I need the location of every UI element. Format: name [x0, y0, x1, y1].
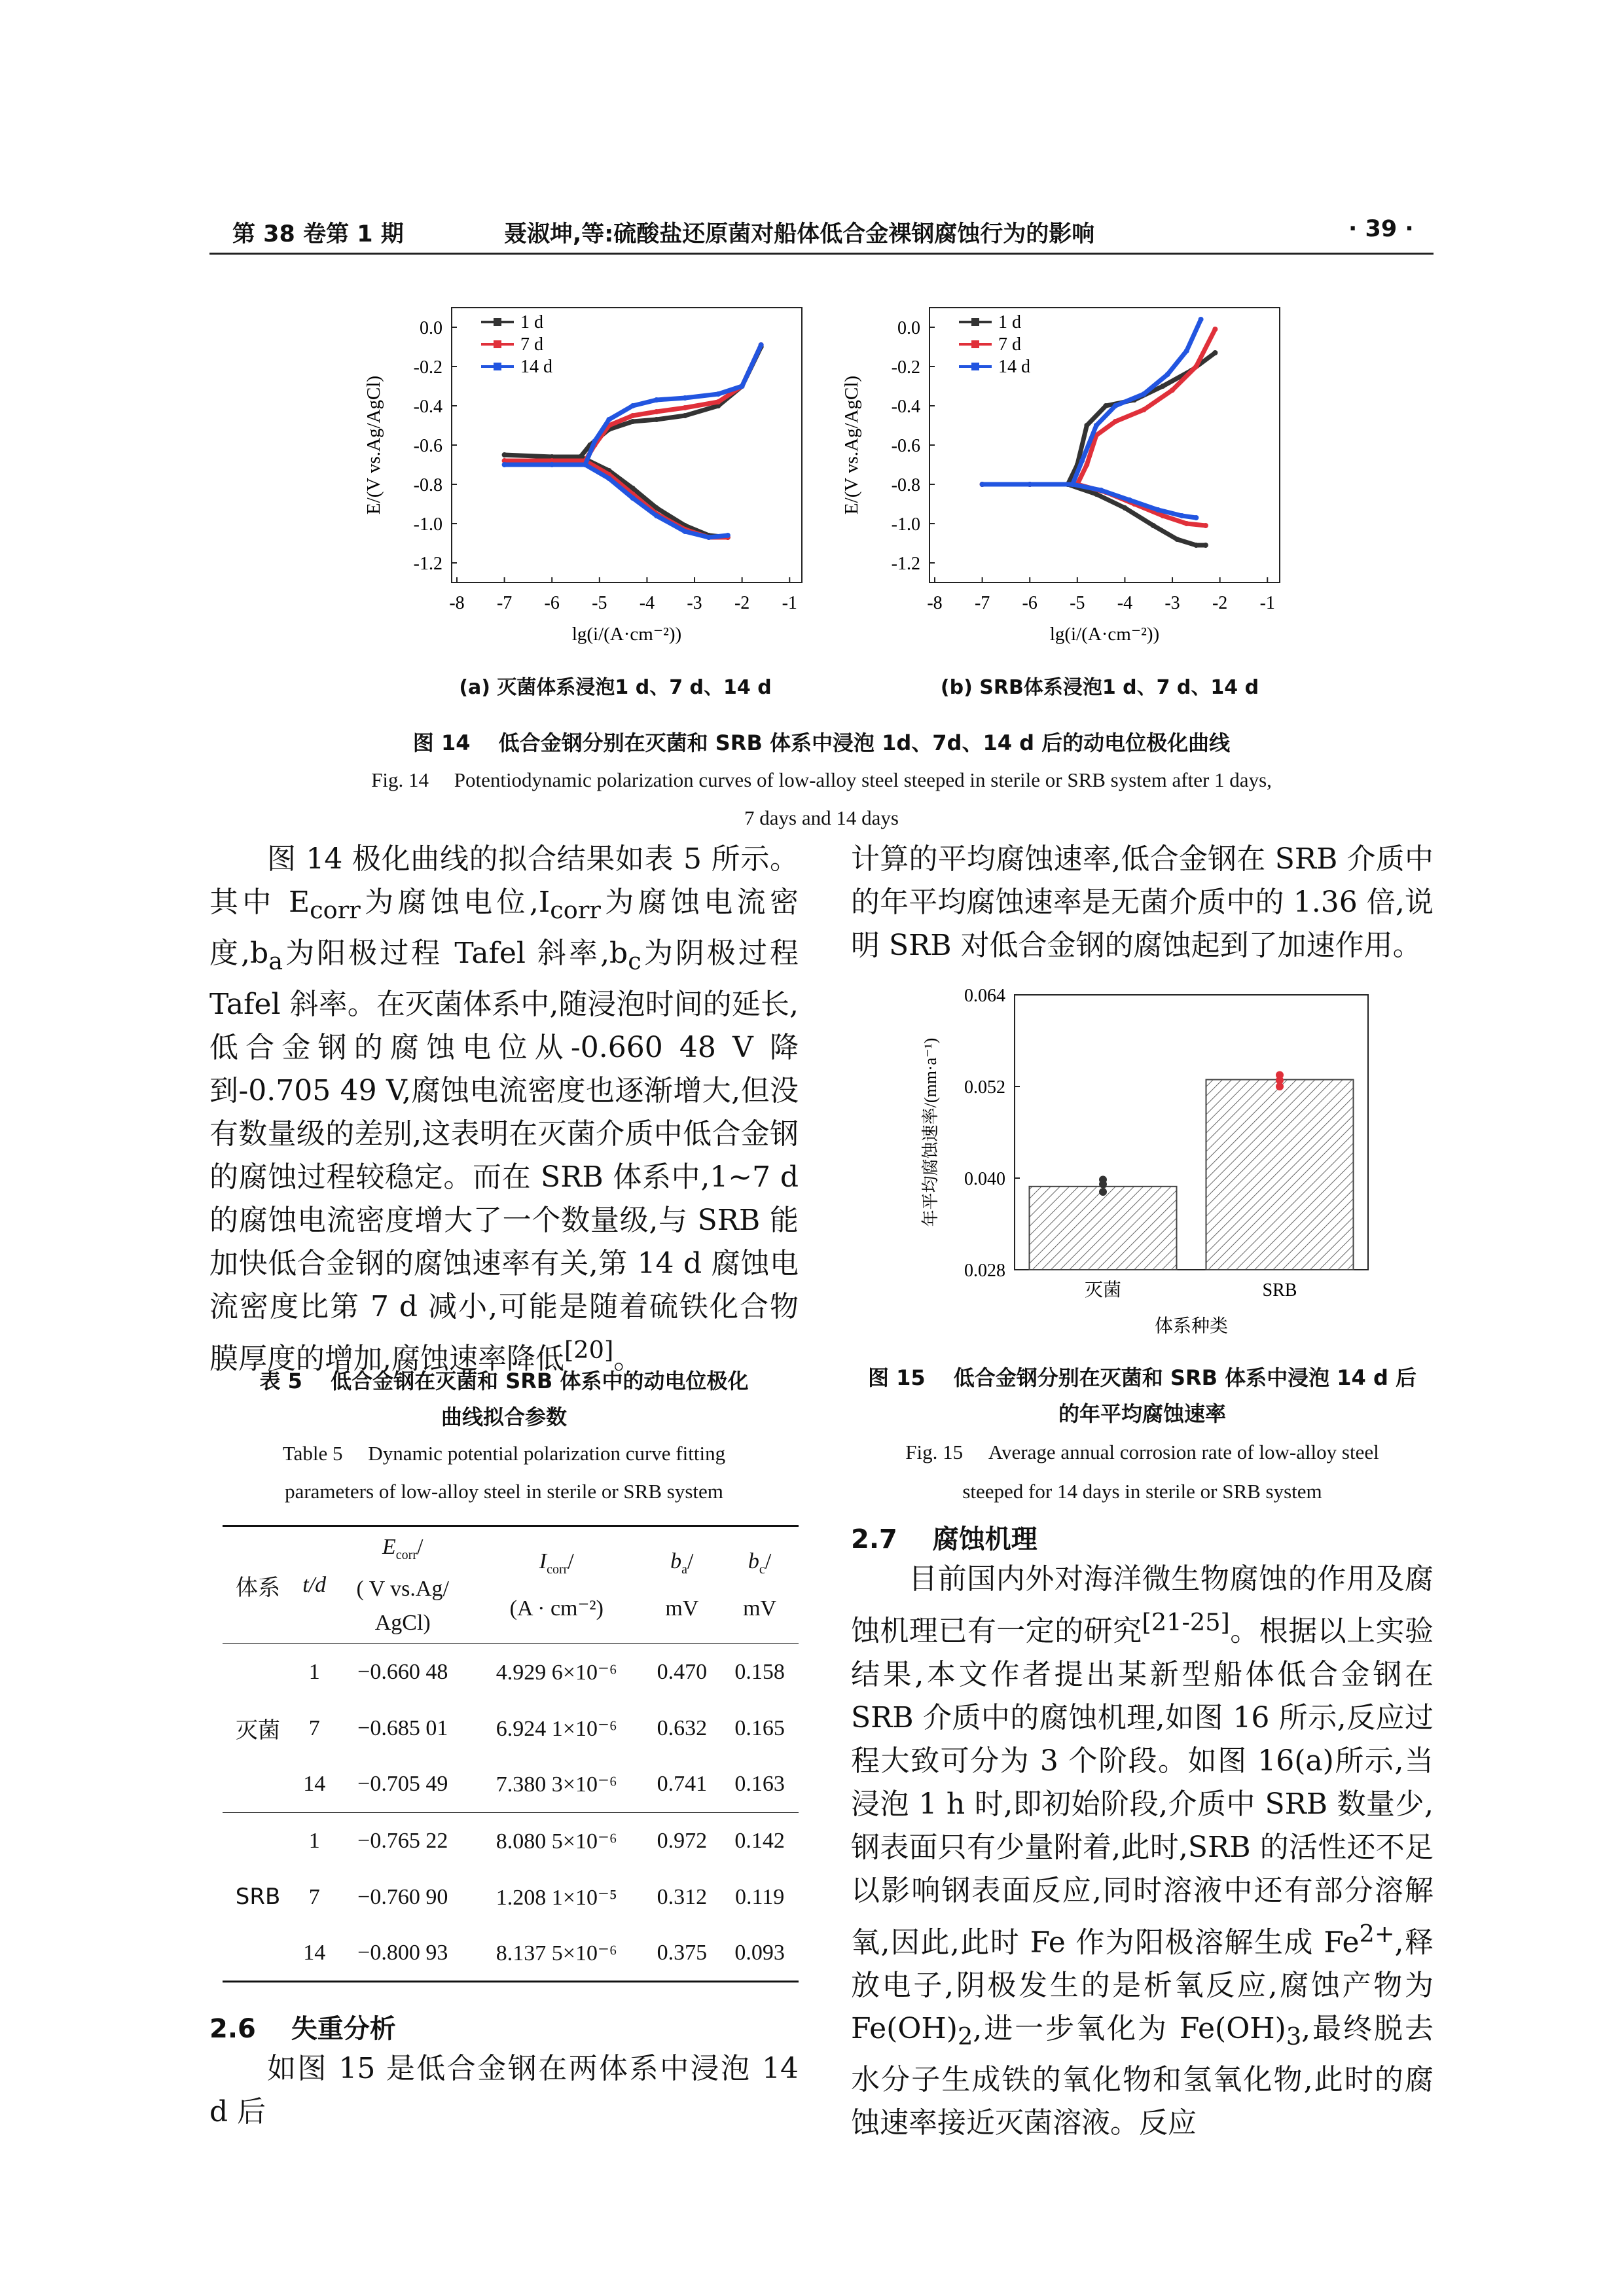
figure-14-panels — [353, 288, 1309, 707]
figure-14a-label: (a) 灭菌体系浸泡1 d、7 d、14 d — [459, 676, 772, 699]
x-tick-label: SRB — [1262, 1280, 1297, 1300]
table-cell-bc: 0.119 — [734, 1884, 785, 1909]
table-5-body — [223, 1644, 799, 1982]
figure-14-caption-cn: 图 14 低合金钢分别在灭菌和 SRB 体系中浸泡 1d、7d、14 d 后的动电位极化曲线 — [412, 730, 1231, 755]
y-tick-label: -1.0 — [891, 514, 920, 535]
x-tick-label: -6 — [544, 593, 560, 613]
table-cell-ba: 0.312 — [657, 1884, 708, 1909]
data-point — [654, 409, 659, 414]
data-point — [980, 482, 985, 487]
legend-marker — [494, 318, 501, 326]
data-point — [1203, 543, 1208, 548]
paragraph-left-2 — [209, 2047, 799, 2134]
data-point — [683, 405, 688, 410]
table-cell-icorr: 7.380 3×10⁻⁶ — [496, 1772, 617, 1797]
paragraph-right-2 — [851, 1558, 1434, 2145]
data-point — [630, 403, 636, 408]
th-icorr: $I_{corr}/$ (A · cm⁻²) — [509, 1549, 604, 1621]
th-t: t/d — [302, 1573, 327, 1597]
data-point — [1155, 507, 1161, 512]
data-point — [630, 413, 636, 418]
data-point — [1141, 391, 1146, 397]
figure-15-chart — [903, 982, 1427, 1361]
series-line-7d-1 — [585, 461, 728, 537]
data-point — [1084, 423, 1089, 428]
data-point — [1170, 387, 1175, 393]
data-point — [1094, 423, 1099, 428]
data-point — [715, 391, 721, 397]
legend-marker — [494, 340, 501, 348]
data-point — [630, 419, 636, 424]
plot-frame-a — [452, 308, 802, 583]
data-point — [583, 462, 588, 467]
data-point — [1122, 505, 1127, 511]
legend-marker — [971, 340, 979, 348]
data-point — [1141, 407, 1146, 412]
table-5 — [223, 1525, 799, 1982]
y-tick-label: 0.052 — [964, 1077, 1005, 1098]
y-tick-label: -1.2 — [891, 554, 920, 574]
y-tick-label: 0.040 — [964, 1169, 1005, 1189]
table-row — [223, 1869, 799, 1926]
data-point — [1203, 523, 1208, 528]
table-5-header-row — [223, 1526, 799, 1644]
y-tick-label: -1.2 — [413, 554, 442, 574]
data-point — [654, 397, 659, 403]
section-2-7-heading: 2.7 腐蚀机理 — [851, 1524, 1038, 1554]
data-point — [725, 533, 731, 538]
y-axis-label: 年平均腐蚀速率/(mm·a⁻¹) — [921, 1037, 940, 1227]
data-point — [715, 399, 721, 404]
figure-15-caption-cn-2: 的年平均腐蚀速率 — [1058, 1401, 1226, 1426]
legend-label: 14 d — [520, 357, 552, 377]
table-5-caption-cn-1: 表 5 低合金钢在灭菌和 SRB 体系中的动电位极化 — [259, 1369, 749, 1393]
data-point — [1070, 482, 1075, 487]
figure-15-caption-en-2: steeped for 14 days in sterile or SRB system — [962, 1480, 1322, 1503]
table-row — [223, 1813, 799, 1869]
x-tick-label: -8 — [927, 593, 943, 613]
legend-marker — [971, 318, 979, 326]
legend-label: 1 d — [520, 312, 543, 332]
data-point — [1079, 458, 1085, 463]
data-point — [1084, 462, 1089, 467]
table-cell-bc: 0.093 — [734, 1940, 785, 1965]
y-axis-label: E/(V vs.Ag/AgCl) — [363, 375, 384, 515]
x-tick-label: -1 — [782, 593, 797, 613]
data-point — [1098, 488, 1104, 493]
data-point — [1193, 364, 1199, 369]
y-tick-label: 0.028 — [964, 1261, 1005, 1281]
data-point — [1193, 543, 1199, 548]
table-cell-t: 7 — [308, 1715, 320, 1740]
x-tick-label: -5 — [592, 593, 607, 613]
table-row — [223, 1926, 799, 1982]
running-title: 聂淑坤,等:硫酸盐还原菌对船体低合金裸钢腐蚀行为的影响 — [504, 221, 1095, 247]
data-point — [1127, 497, 1132, 503]
table-cell-ba: 0.741 — [657, 1772, 708, 1797]
th-ba: $b_a/$ mV — [665, 1549, 699, 1621]
series-line-14d-1 — [585, 465, 728, 537]
x-tick-label: -2 — [1212, 593, 1228, 613]
table-cell-ecorr: −0.705 49 — [357, 1772, 448, 1797]
table-5-caption-en-2: parameters of low-alloy steel in sterile or SRB system — [285, 1480, 723, 1503]
table-cell-icorr: 1.208 1×10⁻⁵ — [496, 1885, 617, 1910]
y-tick-label: -0.4 — [891, 397, 920, 417]
table-cell-t: 14 — [303, 1940, 326, 1965]
data-point — [759, 342, 764, 348]
figure-14-caption-en-1: Fig. 14 Potentiodynamic polarization curves of low-alloy steel steeped in sterile or SRB system after 1 days, — [371, 768, 1272, 791]
table-cell-icorr: 4.929 6×10⁻⁶ — [496, 1660, 617, 1685]
paragraph-right-2-text: 目前国内外对海洋微生物腐蚀的作用及腐蚀机理已有一定的研究[21-25]。根据以上实验结果,本文作者提出某新型船体低合金钢在 SRB 介质中的腐蚀机理,如图 16 所示,反应过程大致可分为 3 个阶段。如图 16(a)所示,当浸泡 1 h 时,即初始阶段,介质中 SRB 数量少,钢表面只有少量附着,此时,SRB 的活性还不足以影响钢表面反应,同时溶液中还有部分溶解氧,因此,此时 Fe 作为阳极溶解生成 $Fe^{2+}$,释放电子,阴极发生的是析氧反应,腐蚀产物为 $Fe(OH)_2$,进一步氧化为 $Fe(OH)_3$,最终脱去水分子生成铁的氧化物和氢氧化物,此时的腐蚀速率接近灭菌溶液。反应 — [851, 1562, 1434, 2140]
table-cell-ecorr: −0.765 22 — [357, 1828, 448, 1853]
y-tick-label: -1.0 — [413, 514, 442, 535]
y-tick-label: -0.6 — [413, 436, 442, 456]
figure-15-caption-en-1: Fig. 15 Average annual corrosion rate of low-alloy steel — [905, 1441, 1379, 1463]
data-point — [1212, 350, 1218, 355]
data-point — [1103, 403, 1108, 408]
table-cell-icorr: 8.080 5×10⁻⁶ — [496, 1829, 617, 1854]
x-tick-label: -7 — [974, 593, 990, 613]
data-point — [502, 452, 507, 457]
y-tick-label: 0.064 — [964, 986, 1005, 1006]
y-tick-label: -0.6 — [891, 436, 920, 456]
data-point — [606, 476, 611, 481]
y-tick-label: -0.4 — [413, 397, 442, 417]
paragraph-left-1 — [209, 838, 799, 1380]
x-tick-label: -3 — [687, 593, 702, 613]
figure-14-caption-en-2: 7 days and 14 days — [744, 806, 899, 829]
page-number: · 39 · — [1348, 216, 1414, 242]
data-point — [1113, 419, 1118, 424]
legend-marker — [971, 363, 979, 370]
data-point — [502, 462, 507, 467]
table-cell-system: SRB — [235, 1884, 281, 1910]
data-point — [630, 495, 636, 501]
legend-label: 14 d — [998, 357, 1030, 377]
table-row — [223, 1757, 799, 1813]
table-cell-bc: 0.163 — [734, 1772, 785, 1797]
data-point — [1184, 521, 1189, 526]
data-point — [606, 417, 611, 422]
data-point — [1151, 523, 1156, 528]
table-cell-t: 14 — [303, 1772, 326, 1797]
data-point — [654, 513, 659, 518]
y-tick-label: 0.0 — [420, 318, 442, 338]
plot-frame-b — [929, 308, 1280, 583]
data-point — [1174, 537, 1180, 542]
data-point — [683, 395, 688, 401]
table-row — [223, 1700, 799, 1757]
x-tick-label: -8 — [449, 593, 465, 613]
x-tick-label: -4 — [639, 593, 655, 613]
data-point — [592, 439, 598, 444]
y-tick-label: -0.8 — [413, 475, 442, 495]
data-point — [1161, 384, 1166, 389]
table-cell-system: 灭菌 — [236, 1717, 281, 1744]
x-tick-label: -1 — [1259, 593, 1275, 613]
table-cell-bc: 0.165 — [734, 1715, 785, 1740]
table-cell-ecorr: −0.800 93 — [357, 1940, 448, 1965]
y-tick-label: 0.0 — [897, 318, 920, 338]
table-cell-ba: 0.632 — [657, 1715, 708, 1740]
data-point — [1165, 372, 1170, 377]
paragraph-right-1 — [851, 838, 1434, 967]
table-cell-icorr: 6.924 1×10⁻⁶ — [496, 1716, 617, 1741]
data-point — [1184, 348, 1189, 353]
x-tick-label: 灭菌 — [1084, 1280, 1122, 1300]
table-cell-ba: 0.375 — [657, 1940, 708, 1965]
data-point — [683, 529, 688, 534]
header-rule — [209, 253, 1434, 255]
data-point — [1027, 482, 1032, 487]
x-tick-label: -2 — [734, 593, 750, 613]
data-point — [683, 413, 688, 418]
figure-14b-label: (b) SRB体系浸泡1 d、7 d、14 d — [940, 676, 1259, 699]
section-2-6-heading: 2.6 失重分析 — [209, 2014, 396, 2044]
table-5-caption-en-1: Table 5 Dynamic potential polarization curve fitting — [282, 1442, 726, 1465]
table-cell-icorr: 8.137 5×10⁻⁶ — [496, 1941, 617, 1965]
table-cell-bc: 0.142 — [734, 1828, 785, 1853]
paragraph-left-2-text: 如图 15 是低合金钢在两体系中浸泡 14 d 后 — [209, 2052, 799, 2128]
figure-15-caption-cn-1: 图 15 低合金钢分别在灭菌和 SRB 体系中浸泡 14 d 后 — [867, 1365, 1417, 1390]
table-cell-ba: 0.470 — [657, 1659, 708, 1684]
th-ecorr: $E_{corr}/$ ( V vs.Ag/ AgCl) — [356, 1535, 449, 1635]
legend-label: 1 d — [998, 312, 1021, 332]
x-tick-label: -6 — [1022, 593, 1038, 613]
y-tick-label: -0.8 — [891, 475, 920, 495]
x-tick-label: -3 — [1164, 593, 1180, 613]
x-tick-label: -5 — [1070, 593, 1085, 613]
data-point — [654, 417, 659, 422]
data-point — [1212, 327, 1218, 332]
table-row — [223, 1644, 799, 1700]
paragraph-right-1-text: 计算的平均腐蚀速率,低合金钢在 SRB 介质中的年平均腐蚀速率是无菌介质中的 1.36 倍,说明 SRB 对低合金钢的腐蚀起到了加速作用。 — [851, 842, 1434, 962]
data-point — [1161, 513, 1166, 518]
legend-label: 7 d — [520, 334, 543, 355]
bar-1 — [1206, 1080, 1354, 1270]
data-point — [549, 462, 554, 467]
table-cell-ecorr: −0.660 48 — [357, 1659, 448, 1684]
th-system: 体系 — [236, 1574, 281, 1601]
data-point — [1113, 403, 1118, 408]
table-cell-t: 1 — [308, 1828, 320, 1853]
table-cell-t: 7 — [308, 1884, 320, 1909]
table-cell-ecorr: −0.685 01 — [357, 1715, 448, 1740]
legend-label: 7 d — [998, 334, 1021, 355]
bar-0 — [1030, 1187, 1177, 1270]
x-tick-label: -7 — [496, 593, 513, 613]
x-axis-label: 体系种类 — [1154, 1316, 1229, 1336]
data-point — [1180, 513, 1185, 518]
y-axis-label: E/(V vs.Ag/AgCl) — [841, 375, 862, 515]
journal-issue: 第 38 卷第 1 期 — [232, 221, 404, 247]
x-axis-label: lg(i/(A·cm⁻²)) — [1049, 624, 1160, 645]
table-cell-t: 1 — [308, 1659, 320, 1684]
legend-marker — [494, 363, 501, 370]
data-point — [1193, 515, 1199, 520]
table-5-caption-cn-2: 曲线拟合参数 — [441, 1405, 567, 1429]
data-point — [1199, 317, 1204, 322]
x-tick-label: -4 — [1117, 593, 1133, 613]
table-cell-bc: 0.158 — [734, 1659, 785, 1684]
data-point — [706, 535, 712, 540]
y-tick-label: -0.2 — [413, 357, 442, 378]
paragraph-left-1-text: 图 14 极化曲线的拟合结果如表 5 所示。其中 $E_{corr}$为腐蚀电位$,I_{corr}$为腐蚀电流密度$,b_a$为阳极过程 Tafel 斜率$,b_c$为阴极过程 Tafel 斜率。在灭菌体系中,随浸泡时间的延长,低合金钢的腐蚀电位从-0.660 48 V 降到-0.705 49 V,腐蚀电流密度也逐渐增大,但没有数量级的差别,这表明在灭菌介质中低合金钢的腐蚀过程较稳定。而在 SRB 体系中,1~7 d 的腐蚀电流密度增大了一个数量级,与 SRB 能加快低合金钢的腐蚀速率有关,第 14 d 腐蚀电流密度比第 7 d 减小,可能是随着硫铁化合物膜厚度的增加,腐蚀速率降低[20]。 — [209, 842, 799, 1376]
data-point — [740, 384, 745, 389]
table-cell-ecorr: −0.760 90 — [357, 1884, 448, 1909]
th-bc: $b_c/$ mV — [743, 1549, 777, 1621]
x-axis-label: lg(i/(A·cm⁻²)) — [571, 624, 682, 645]
table-cell-ba: 0.972 — [657, 1828, 708, 1853]
y-tick-label: -0.2 — [891, 357, 920, 378]
